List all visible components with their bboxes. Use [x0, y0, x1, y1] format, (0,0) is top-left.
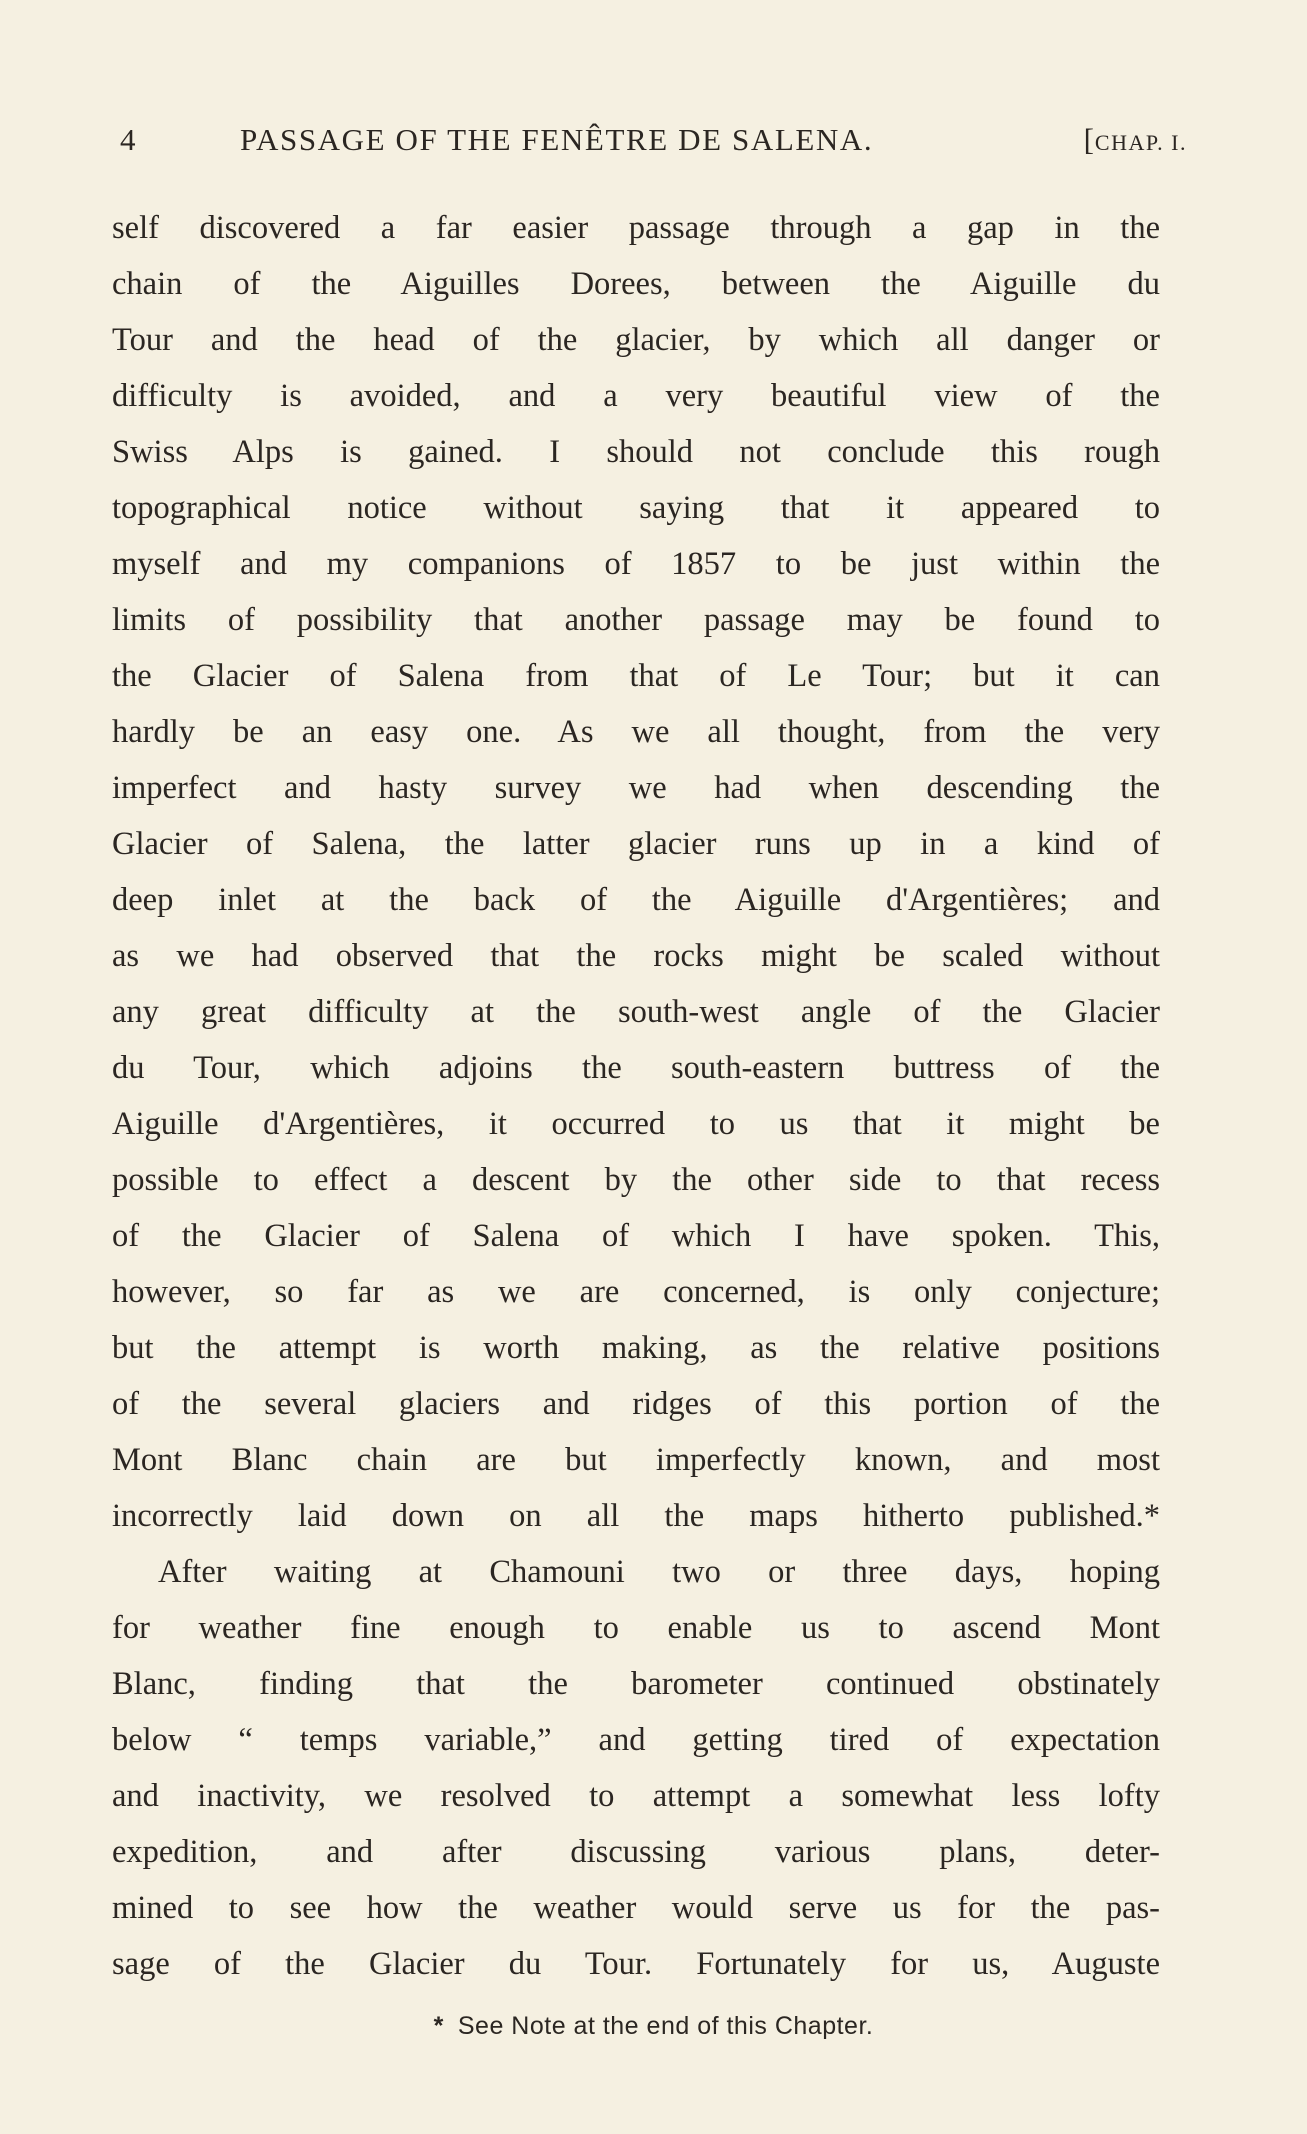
chapter-label: CHAP. I. — [1094, 130, 1187, 155]
text-line: topographical notice without saying that it appeared to — [112, 490, 1160, 526]
body-text — [112, 200, 1160, 1992]
text-line: however, so far as we are concerned, is only conjecture; — [112, 1274, 1160, 1310]
text-line: the Glacier of Salena from that of Le Tour; but it can — [112, 658, 1160, 694]
text-line: myself and my companions of 1857 to be just within the — [112, 546, 1160, 582]
footnote-text: See Note at the end of this Chapter. — [457, 2012, 874, 2040]
text-line: as we had observed that the rocks might be scaled without — [112, 938, 1160, 974]
text-line: Mont Blanc chain are but imperfectly known, and most — [112, 1442, 1160, 1478]
text-line: for weather fine enough to enable us to ascend Mont — [112, 1610, 1160, 1646]
footnote-marker: * — [433, 2012, 444, 2040]
chapter-reference — [1084, 122, 1187, 158]
text-line: below “ temps variable,” and getting tired of expectation — [112, 1722, 1160, 1758]
page-number: 4 — [120, 122, 137, 157]
text-line: hardly be an easy one. As we all thought, from the very — [112, 714, 1160, 750]
text-line-paragraph-start: After waiting at Chamouni two or three days, hoping — [158, 1554, 1160, 1590]
text-line: Tour and the head of the glacier, by which all danger or — [112, 322, 1160, 358]
text-line: any great difficulty at the south-west angle of the Glacier — [112, 994, 1160, 1030]
text-line: deep inlet at the back of the Aiguille d'Argentières; and — [112, 882, 1160, 918]
text-line: Aiguille d'Argentières, it occurred to us that it might be — [112, 1106, 1160, 1142]
running-title: PASSAGE OF THE FENÊTRE DE SALENA. — [240, 122, 874, 157]
text-line: limits of possibility that another passage may be found to — [112, 602, 1160, 638]
text-line: Glacier of Salena, the latter glacier runs up in a kind of — [112, 826, 1160, 862]
text-line: mined to see how the weather would serve us for the pas- — [112, 1890, 1160, 1926]
text-line: chain of the Aiguilles Dorees, between the Aiguille du — [112, 266, 1160, 302]
text-line: of the Glacier of Salena of which I have spoken. This, — [112, 1218, 1160, 1254]
text-line: imperfect and hasty survey we had when descending the — [112, 770, 1160, 806]
text-line: du Tour, which adjoins the south-eastern buttress of the — [112, 1050, 1160, 1086]
text-line: but the attempt is worth making, as the relative positions — [112, 1330, 1160, 1366]
text-line: sage of the Glacier du Tour. Fortunately for us, Auguste — [112, 1946, 1160, 1982]
text-line: Swiss Alps is gained. I should not conclude this rough — [112, 434, 1160, 470]
footnote — [0, 2012, 1307, 2041]
text-line: and inactivity, we resolved to attempt a somewhat less lofty — [112, 1778, 1160, 1814]
text-line: incorrectly laid down on all the maps hitherto published.* — [112, 1498, 1160, 1534]
text-line: of the several glaciers and ridges of this portion of the — [112, 1386, 1160, 1422]
text-line: Blanc, finding that the barometer continued obstinately — [112, 1666, 1160, 1702]
text-line: difficulty is avoided, and a very beautiful view of the — [112, 378, 1160, 414]
text-line: possible to effect a descent by the other side to that recess — [112, 1162, 1160, 1198]
text-line: expedition, and after discussing various plans, deter- — [112, 1834, 1160, 1870]
text-line: self discovered a far easier passage through a gap in the — [112, 210, 1160, 246]
running-header — [112, 122, 1187, 162]
chapter-bracket: [ — [1083, 122, 1095, 157]
